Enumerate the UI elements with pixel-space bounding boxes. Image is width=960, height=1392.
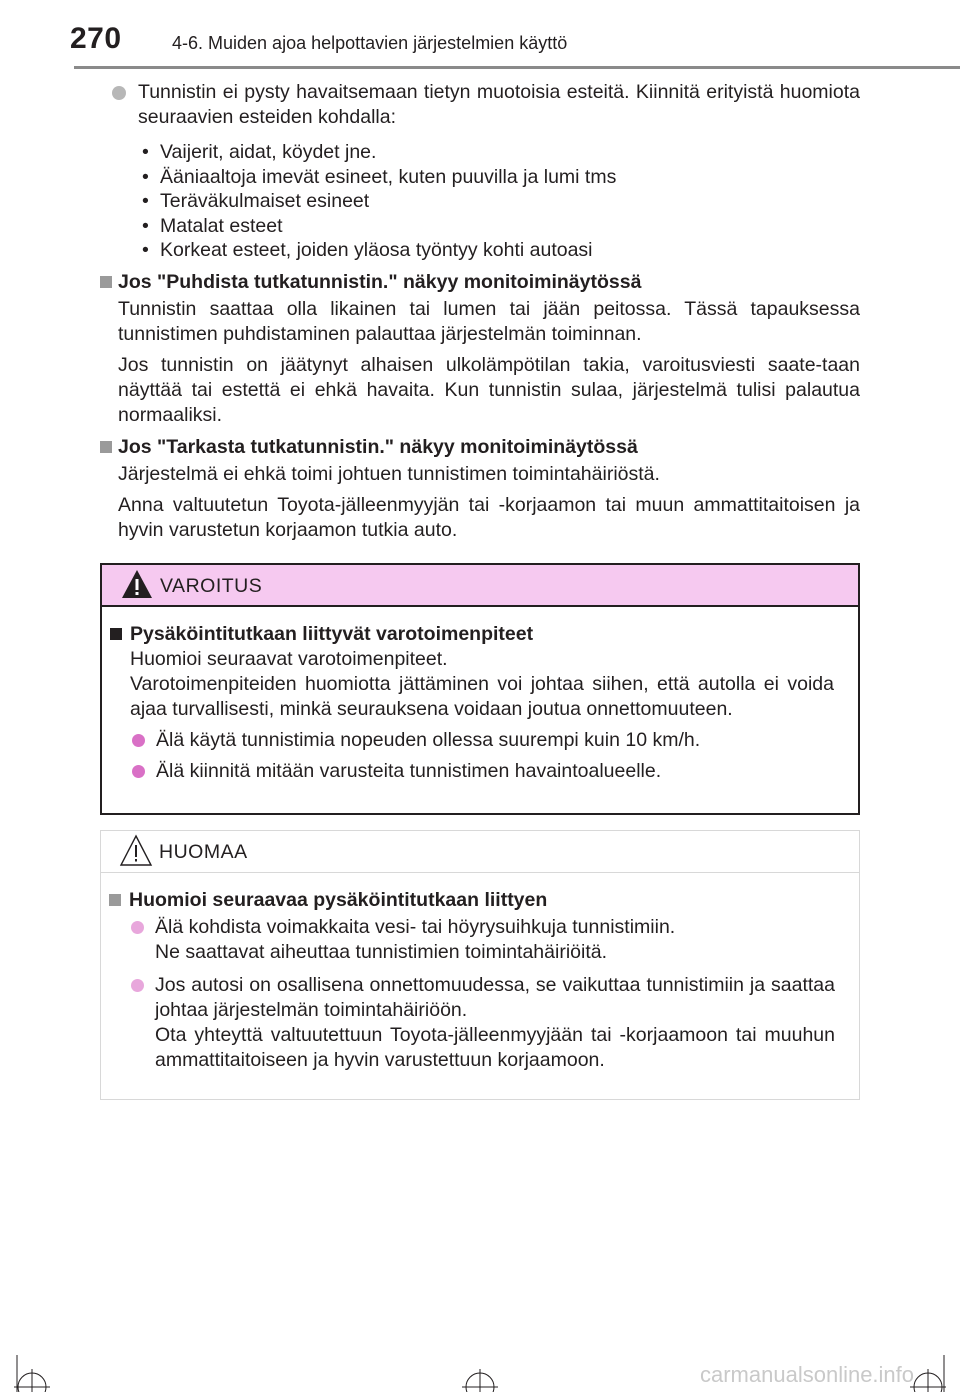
section-heading-check-sensor: Jos "Tarkasta tutkatunnistin." näkyy monitoiminäytössä <box>100 434 860 460</box>
notice-body <box>101 873 859 1073</box>
notice-label: HUOMAA <box>159 841 248 863</box>
page-number: 270 <box>70 22 122 55</box>
paragraph: Tunnistin saattaa olla likainen tai lumen tai jään peitossa. Tässä tapauksessa tunnistimen puhdistaminen palauttaa järjestelmän toiminnan. <box>118 297 860 345</box>
intro-bullet <box>100 80 860 130</box>
list-item: • Matalat esteet <box>138 214 860 239</box>
bullet-dot-icon <box>132 734 145 747</box>
warning-text: Varotoimenpiteiden huomiotta jättäminen voi johtaa siihen, että autolla ei voida ajaa turvallisesti, minkä seurauksena voidaan joutua onnettomuuteen. <box>130 673 834 720</box>
section-title: 4-6. Muiden ajoa helpottavien järjestelmien käyttö <box>172 33 568 53</box>
warning-body <box>102 607 858 784</box>
page-header <box>0 0 960 70</box>
notice-heading: Huomioi seuraavaa pysäköintitutkaan liittyen <box>109 887 835 913</box>
warning-label: VAROITUS <box>160 575 263 597</box>
paragraph: Järjestelmä ei ehkä toimi johtuen tunnistimen toimintahäiriöstä. <box>118 462 660 485</box>
warning-header <box>102 565 858 607</box>
notice-header <box>101 831 859 873</box>
paragraph: Anna valtuutetun Toyota-jälleenmyyjän tai -korjaamon tai muun ammattitaitoisen ja hyvin varustetun korjaamon tutkia auto. <box>118 493 860 541</box>
notice-bullet: Jos autosi on osallisena onnettomuudessa, se vaikuttaa tunnistimiin ja saattaa johtaa järjestelmän toimintahäiriöön. Ota yhteyttä valtuutettuun Toyota-jälleenmyyjään tai -korjaamoon tai muuhun ammattitaitoiseen ja hyvin varustettuun korjaamoon. <box>109 973 835 1073</box>
paragraph: Jos tunnistin on jäätynyt alhaisen ulkolämpötilan takia, varoitusviesti saate-taan näyttää tai estettä ei ehkä havaita. Kun tunnistin sulaa, järjestelmä tulisi palautua normaaliksi. <box>118 353 860 426</box>
bullet-dot-icon <box>131 921 144 934</box>
warning-text: Huomioi seuraavat varotoimenpiteet. <box>130 648 448 670</box>
caution-triangle-icon <box>119 834 153 868</box>
main-content <box>100 80 860 543</box>
square-bullet-icon <box>100 441 112 453</box>
square-bullet-icon <box>109 894 121 906</box>
list-item: • Vaijerit, aidat, köydet jne. <box>138 140 860 165</box>
watermark: carmanualsonline.info <box>700 1362 915 1387</box>
warning-heading: Pysäköintitutkaan liittyvät varotoimenpiteet <box>110 621 834 647</box>
warning-bullet: Älä kiinnitä mitään varusteita tunnistimen havaintoalueelle. <box>110 759 834 784</box>
bullet-dot-icon <box>131 979 144 992</box>
warning-bullet: Älä käytä tunnistimia nopeuden ollessa suurempi kuin 10 km/h. <box>110 728 834 753</box>
intro-text: Tunnistin ei pysty havaitsemaan tietyn muotoisia esteitä. Kiinnitä erityistä huomiota seuraavien esteiden kohdalla: <box>138 81 860 128</box>
header-divider <box>74 66 960 69</box>
warning-box <box>100 563 860 815</box>
list-item: • Teräväkulmaiset esineet <box>138 189 860 214</box>
list-item: • Korkeat esteet, joiden yläosa työntyy kohti autoasi <box>138 238 860 263</box>
square-bullet-icon <box>100 276 112 288</box>
bullet-dot-icon <box>132 765 145 778</box>
notice-box <box>100 830 860 1100</box>
list-item: • Ääniaaltoja imevät esineet, kuten puuvilla ja lumi tms <box>138 165 860 190</box>
notice-bullet: Älä kohdista voimakkaita vesi- tai höyrysuihkuja tunnistimiin. Ne saattavat aiheuttaa tunnistimien toimintahäiriöitä. <box>109 915 835 965</box>
square-bullet-icon <box>110 628 122 640</box>
obstacle-list <box>100 140 860 263</box>
bullet-dot-icon <box>112 86 126 100</box>
section-heading-clean-sensor: Jos "Puhdista tutkatunnistin." näkyy monitoiminäytössä <box>100 269 860 295</box>
warning-triangle-icon <box>120 568 154 600</box>
